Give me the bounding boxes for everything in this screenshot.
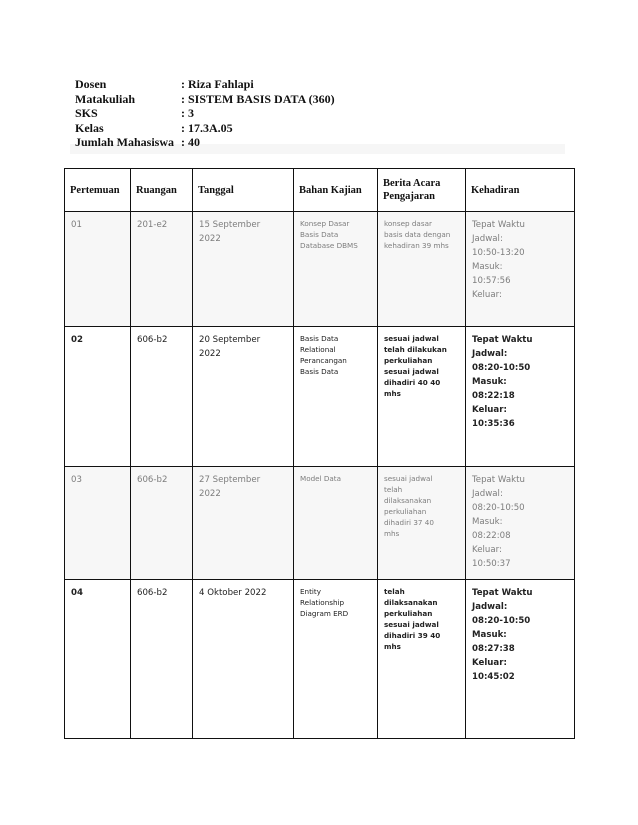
info-value: : 40 <box>181 135 200 149</box>
cell-kehadiran-line: 10:57:56 <box>472 276 511 286</box>
cell-berita-acara-line: dilaksanakan <box>384 496 432 505</box>
cell-bahan-kajian-line: Diagram ERD <box>300 609 349 618</box>
cell-berita-acara-line: perkuliahan <box>384 507 427 516</box>
cell-kehadiran-line: 10:50:37 <box>472 559 511 569</box>
cell-kehadiran-line: 10:45:02 <box>472 672 515 682</box>
cell-berita-acara-line: telah <box>384 485 403 494</box>
col-header-bahan-kajian: Bahan Kajian <box>294 169 378 212</box>
cell-bahan-kajian-line: Entity <box>300 587 321 596</box>
cell-berita-acara-line: perkuliahan <box>384 609 433 618</box>
cell-berita-acara-line: perkuliahan <box>384 356 433 365</box>
cell-kehadiran-line: Keluar: <box>472 405 507 415</box>
cell-berita-acara <box>378 580 466 739</box>
cell-kehadiran-line: Jadwal: <box>472 489 503 499</box>
cell-ruangan: 201-e2 <box>131 212 193 327</box>
cell-kehadiran-line: 08:20-10:50 <box>472 363 531 373</box>
cell-tanggal-line: 2022 <box>199 349 221 359</box>
cell-kehadiran-line: Jadwal: <box>472 234 503 244</box>
course-info <box>75 77 335 150</box>
cell-kehadiran-line: 08:22:08 <box>472 531 511 541</box>
cell-kehadiran-line: Keluar: <box>472 658 507 668</box>
cell-berita-acara-line: mhs <box>384 529 400 538</box>
info-value: : 3 <box>181 106 194 120</box>
cell-bahan-kajian-line: Relationship <box>300 598 345 607</box>
cell-kehadiran-line: Masuk: <box>472 262 503 272</box>
attendance-table <box>64 168 575 739</box>
cell-kehadiran-line: 10:50-13:20 <box>472 248 525 258</box>
table-row <box>65 580 575 739</box>
cell-tanggal-line: 20 September <box>199 335 261 345</box>
cell-tanggal-line: 27 September <box>199 475 261 485</box>
cell-ruangan: 606-b2 <box>131 580 193 739</box>
cell-kehadiran-line: Tepat Waktu <box>472 588 533 598</box>
info-value: : SISTEM BASIS DATA (360) <box>181 91 335 106</box>
table-row <box>65 467 575 580</box>
cell-berita-acara <box>378 467 466 580</box>
info-label: Matakuliah <box>75 91 136 106</box>
cell-pertemuan: 02 <box>65 327 131 467</box>
table-row <box>65 212 575 327</box>
info-row-dosen <box>75 77 335 92</box>
cell-bahan-kajian-line: Basis Data <box>300 334 339 343</box>
table-row <box>65 327 575 467</box>
cell-kehadiran-line: Masuk: <box>472 517 503 527</box>
cell-berita-acara-line: dihadiri 40 40 <box>384 378 441 387</box>
cell-kehadiran-line: Jadwal: <box>472 349 508 359</box>
cell-bahan-kajian-line: Relational <box>300 345 336 354</box>
cell-berita-acara <box>378 212 466 327</box>
cell-tanggal-line: 2022 <box>199 234 221 244</box>
cell-kehadiran-line: 08:20-10:50 <box>472 503 525 513</box>
cell-kehadiran <box>466 580 575 739</box>
cell-berita-acara-line: sesuai jadwal <box>384 334 439 343</box>
cell-berita-acara-line: kehadiran 39 mhs <box>384 241 449 250</box>
col-header-berita-acara: Berita Acara Pengajaran <box>378 169 466 212</box>
cell-berita-acara-line: telah dilakukan <box>384 345 447 354</box>
cell-bahan-kajian <box>294 327 378 467</box>
cell-berita-acara-line: sesuai jadwal <box>384 620 439 629</box>
col-header-kehadiran: Kehadiran <box>466 169 575 212</box>
cell-kehadiran-line: Tepat Waktu <box>472 220 525 230</box>
cell-kehadiran-line: 08:27:38 <box>472 644 515 654</box>
cell-berita-acara-line: dihadiri 37 40 <box>384 518 434 527</box>
cell-pertemuan: 04 <box>65 580 131 739</box>
cell-kehadiran-line: Jadwal: <box>472 602 508 612</box>
col-header-tanggal: Tanggal <box>193 169 294 212</box>
cell-kehadiran-line: 08:20-10:50 <box>472 616 531 626</box>
cell-berita-acara-line: mhs <box>384 389 401 398</box>
cell-berita-acara-line: basis data dengan <box>384 230 451 239</box>
cell-berita-acara <box>378 327 466 467</box>
cell-tanggal-line: 15 September <box>199 220 261 230</box>
cell-bahan-kajian-line: Perancangan <box>300 356 347 365</box>
cell-tanggal <box>193 327 294 467</box>
cell-berita-acara-line: sesuai jadwal <box>384 367 439 376</box>
cell-berita-acara-line: konsep dasar <box>384 219 432 228</box>
cell-bahan-kajian <box>294 467 378 580</box>
table-header-row <box>65 169 575 212</box>
cell-bahan-kajian-line: Database DBMS <box>300 241 358 250</box>
cell-tanggal <box>193 467 294 580</box>
info-row-kelas <box>75 121 335 136</box>
cell-berita-acara-line: dilaksanakan <box>384 598 438 607</box>
cell-kehadiran-line: Tepat Waktu <box>472 475 525 485</box>
cell-bahan-kajian-line: Basis Data <box>300 367 339 376</box>
cell-berita-acara-line: mhs <box>384 642 401 651</box>
info-row-sks <box>75 106 335 121</box>
col-header-ruangan: Ruangan <box>131 169 193 212</box>
cell-ruangan: 606-b2 <box>131 467 193 580</box>
cell-kehadiran-line: Masuk: <box>472 630 507 640</box>
cell-bahan-kajian-line: Model Data <box>300 474 342 483</box>
cell-kehadiran-line: Keluar: <box>472 290 502 300</box>
cell-berita-acara-line: sesuai jadwal <box>384 474 433 483</box>
info-row-jumlah-mahasiswa <box>75 135 335 150</box>
cell-pertemuan: 03 <box>65 467 131 580</box>
cell-berita-acara-line: dihadiri 39 40 <box>384 631 441 640</box>
cell-berita-acara-line: telah <box>384 587 405 596</box>
cell-kehadiran-line: Keluar: <box>472 545 502 555</box>
cell-tanggal-line: 4 Oktober 2022 <box>199 588 267 598</box>
cell-kehadiran-line: Tepat Waktu <box>472 335 533 345</box>
info-row-matakuliah <box>75 92 335 107</box>
cell-bahan-kajian-line: Konsep Dasar <box>300 219 350 228</box>
info-label: Kelas <box>75 120 104 135</box>
info-label: SKS <box>75 106 98 120</box>
cell-tanggal-line: 2022 <box>199 489 221 499</box>
cell-bahan-kajian <box>294 212 378 327</box>
cell-kehadiran-line: 10:35:36 <box>472 419 515 429</box>
col-header-pertemuan: Pertemuan <box>65 169 131 212</box>
cell-bahan-kajian-line: Basis Data <box>300 230 339 239</box>
cell-kehadiran <box>466 212 575 327</box>
cell-tanggal <box>193 580 294 739</box>
cell-pertemuan: 01 <box>65 212 131 327</box>
cell-kehadiran-line: 08:22:18 <box>472 391 515 401</box>
info-value: : 17.3A.05 <box>181 120 233 135</box>
cell-ruangan: 606-b2 <box>131 327 193 467</box>
info-label: Jumlah Mahasiswa <box>75 135 175 149</box>
cell-tanggal <box>193 212 294 327</box>
cell-kehadiran <box>466 327 575 467</box>
cell-kehadiran <box>466 467 575 580</box>
cell-bahan-kajian <box>294 580 378 739</box>
info-label: Dosen <box>75 77 107 91</box>
cell-kehadiran-line: Masuk: <box>472 377 507 387</box>
info-value: : Riza Fahlapi <box>181 77 254 91</box>
